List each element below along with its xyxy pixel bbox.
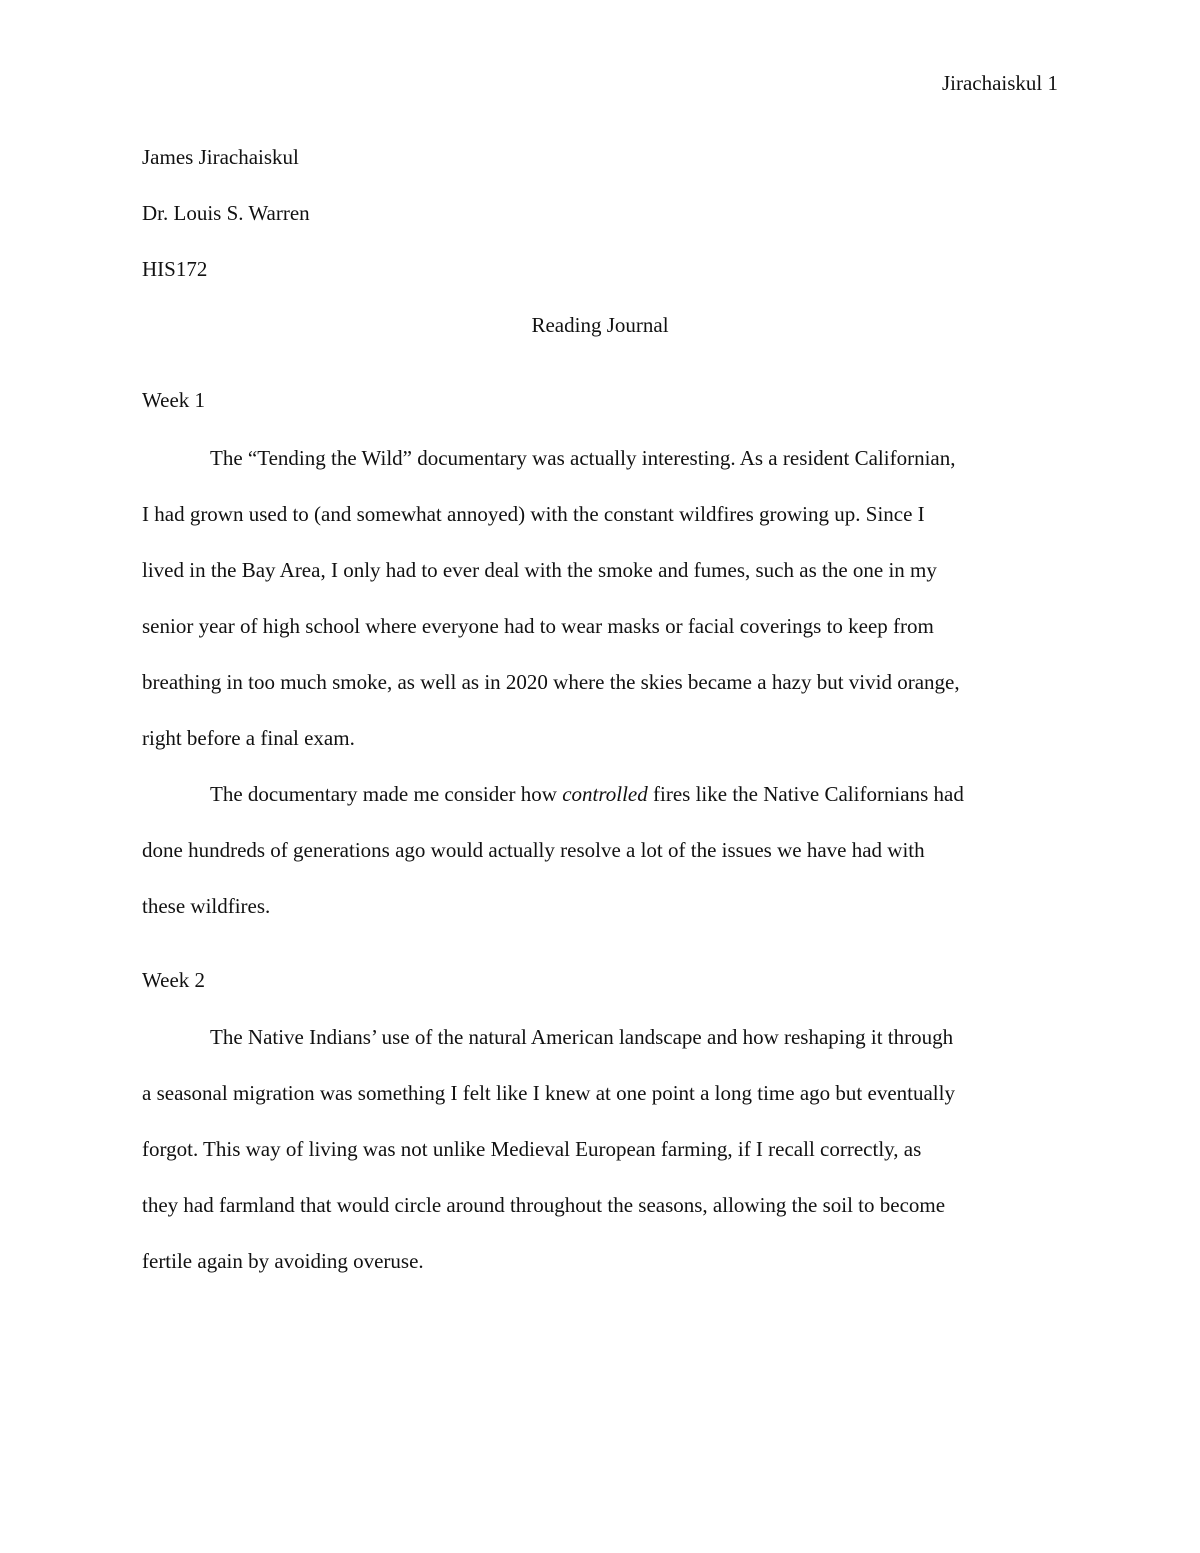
paragraph-line: they had farmland that would circle around throughout the seasons, allowing the soil to become (142, 1193, 946, 1217)
document-title: Reading Journal (531, 313, 669, 337)
paragraph-line: lived in the Bay Area, I only had to ever deal with the smoke and fumes, such as the one in my (142, 558, 937, 582)
section-heading-week-2: Week 2 (142, 968, 206, 992)
paragraph-text: The documentary made me consider how (210, 782, 563, 806)
section-heading-week-1: Week 1 (142, 388, 206, 412)
paragraph-line: done hundreds of generations ago would actually resolve a lot of the issues we have had with (142, 838, 925, 862)
paragraph-line: these wildfires. (142, 894, 271, 918)
paragraph-line: forgot. This way of living was not unlike Medieval European farming, if I recall correctly, as (142, 1137, 922, 1161)
course-code: HIS172 (142, 257, 208, 281)
paragraph-text: fires like the Native Californians had (647, 782, 964, 806)
emphasized-word: controlled (562, 782, 648, 806)
paragraph-line: right before a final exam. (142, 726, 355, 750)
student-name: James Jirachaiskul (142, 145, 299, 169)
paragraph-line: senior year of high school where everyone had to wear masks or facial coverings to keep from (142, 614, 934, 638)
paragraph-line: The Native Indians’ use of the natural American landscape and how reshaping it through (210, 1025, 954, 1049)
paragraph-line: The “Tending the Wild” documentary was actually interesting. As a resident Californian, (210, 446, 956, 470)
paragraph-line: a seasonal migration was something I felt like I knew at one point a long time ago but eventually (142, 1081, 955, 1105)
paragraph-line: I had grown used to (and somewhat annoyed) with the constant wildfires growing up. Since I (142, 502, 925, 526)
paragraph-line-with-emphasis (142, 766, 1062, 822)
instructor-name: Dr. Louis S. Warren (142, 201, 310, 225)
running-head: Jirachaiskul 1 (941, 71, 1058, 95)
paragraph-line: breathing in too much smoke, as well as in 2020 where the skies became a hazy but vivid orange, (142, 670, 960, 694)
week-1-paragraph-1 (142, 430, 1062, 766)
week-2-paragraph-1 (142, 1009, 1062, 1289)
week-1-paragraph-2 (142, 766, 1062, 934)
paragraph-line: fertile again by avoiding overuse. (142, 1249, 424, 1273)
